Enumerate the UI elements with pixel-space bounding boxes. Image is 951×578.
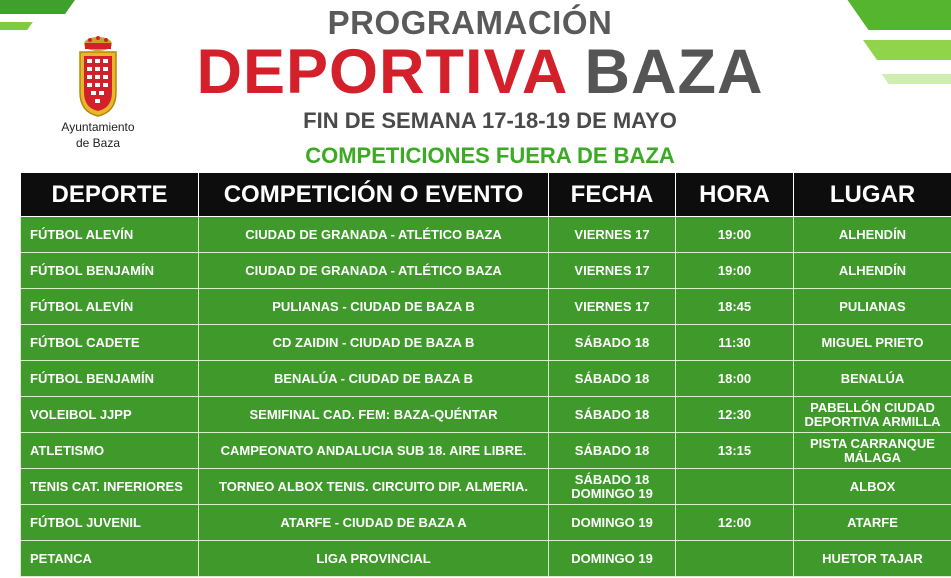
cell-place: HUETOR TAJAR [794, 541, 951, 577]
cell-event: CD ZAIDIN - CIUDAD DE BAZA B [199, 325, 549, 361]
cell-event: CIUDAD DE GRANADA - ATLÉTICO BAZA [199, 217, 549, 253]
column-header-lugar: LUGAR [794, 173, 951, 217]
cell-place-line1: PISTA CARRANQUE [810, 435, 935, 451]
table-row [21, 253, 951, 289]
decorative-stripe [847, 0, 951, 30]
table-row [21, 397, 951, 433]
cell-date: VIERNES 17 [549, 217, 676, 253]
table-row [21, 325, 951, 361]
date-range: FIN DE SEMANA 17-18-19 DE MAYO [303, 108, 677, 133]
decorative-stripe [0, 0, 75, 14]
cell-sport: FÚTBOL BENJAMÍN [21, 361, 199, 397]
cell-place: PULIANAS [794, 289, 951, 325]
cell-date: DOMINGO 19 [549, 541, 676, 577]
cell-time: 18:45 [676, 289, 794, 325]
logo-text-line2: de Baza [75, 136, 121, 150]
table-row [21, 361, 951, 397]
cell-event: BENALÚA - CIUDAD DE BAZA B [199, 361, 549, 397]
cell-time: 12:00 [676, 505, 794, 541]
section-title: COMPETICIONES FUERA DE BAZA [305, 143, 675, 168]
cell-date: SÁBADO 18 [549, 361, 676, 397]
cell-time: 11:30 [676, 325, 794, 361]
title-deportiva: DEPORTIVA [196, 37, 567, 107]
decorative-stripe [881, 74, 951, 84]
cell-date: SÁBADO 18 [549, 325, 676, 361]
cell-date: DOMINGO 19 [549, 505, 676, 541]
ayuntamiento-logo [40, 34, 156, 150]
cell-sport: TENIS CAT. INFERIORES [21, 469, 199, 505]
decorative-stripe [0, 22, 33, 30]
cell-sport: VOLEIBOL JJPP [21, 397, 199, 433]
cell-time [676, 469, 794, 505]
cell-sport: FÚTBOL BENJAMÍN [21, 253, 199, 289]
column-header-deporte: DEPORTE [21, 173, 199, 217]
cell-place-line2: MÁLAGA [843, 449, 902, 465]
decorative-stripe [863, 40, 951, 60]
cell-time: 19:00 [676, 217, 794, 253]
cell-event: SEMIFINAL CAD. FEM: BAZA-QUÉNTAR [199, 397, 549, 433]
cell-time: 18:00 [676, 361, 794, 397]
title-baza: BAZA [584, 37, 764, 107]
cell-place [794, 433, 951, 469]
table-row [21, 541, 951, 577]
cell-place: ATARFE [794, 505, 951, 541]
cell-place-line2: DEPORTIVA ARMILLA [804, 413, 941, 429]
cell-date [549, 469, 676, 505]
cell-date-line2: DOMINGO 19 [571, 485, 653, 501]
table-row [21, 469, 951, 505]
cell-date-line1: SÁBADO 18 [574, 471, 650, 487]
cell-sport: FÚTBOL ALEVÍN [21, 289, 199, 325]
table-row [21, 289, 951, 325]
cell-place: MIGUEL PRIETO [794, 325, 951, 361]
cell-time: 12:30 [676, 397, 794, 433]
table-row [21, 433, 951, 469]
cell-event: PULIANAS - CIUDAD DE BAZA B [199, 289, 549, 325]
logo-text-line1: Ayuntamiento [61, 120, 135, 134]
cell-date: SÁBADO 18 [549, 433, 676, 469]
column-header-competicion: COMPETICIÓN O EVENTO [199, 173, 549, 217]
cell-place: BENALÚA [794, 361, 951, 397]
cell-date: SÁBADO 18 [549, 397, 676, 433]
cell-place: ALHENDÍN [794, 253, 951, 289]
cell-event: ATARFE - CIUDAD DE BAZA A [199, 505, 549, 541]
table-header-row [21, 173, 951, 217]
coat-of-arms-icon [76, 34, 120, 118]
cell-time: 19:00 [676, 253, 794, 289]
cell-event: CIUDAD DE GRANADA - ATLÉTICO BAZA [199, 253, 549, 289]
cell-sport: ATLETISMO [21, 433, 199, 469]
cell-date: VIERNES 17 [549, 289, 676, 325]
cell-event: LIGA PROVINCIAL [199, 541, 549, 577]
cell-sport: FÚTBOL ALEVÍN [21, 217, 199, 253]
cell-place-line1: PABELLÓN CIUDAD [810, 399, 935, 415]
column-header-hora: HORA [676, 173, 794, 217]
cell-sport: FÚTBOL CADETE [21, 325, 199, 361]
cell-event: TORNEO ALBOX TENIS. CIRCUITO DIP. ALMERIA. [199, 469, 549, 505]
cell-place: ALBOX [794, 469, 951, 505]
title-programacion: PROGRAMACIÓN [327, 4, 613, 41]
cell-time: 13:15 [676, 433, 794, 469]
table-row [21, 217, 951, 253]
cell-place: ALHENDÍN [794, 217, 951, 253]
page-title [160, 36, 800, 108]
cell-time [676, 541, 794, 577]
cell-sport: FÚTBOL JUVENIL [21, 505, 199, 541]
column-header-fecha: FECHA [549, 173, 676, 217]
table-row [21, 505, 951, 541]
cell-event: CAMPEONATO ANDALUCIA SUB 18. AIRE LIBRE. [199, 433, 549, 469]
cell-sport: PETANCA [21, 541, 199, 577]
cell-place [794, 397, 951, 433]
schedule-table [20, 172, 951, 577]
cell-date: VIERNES 17 [549, 253, 676, 289]
